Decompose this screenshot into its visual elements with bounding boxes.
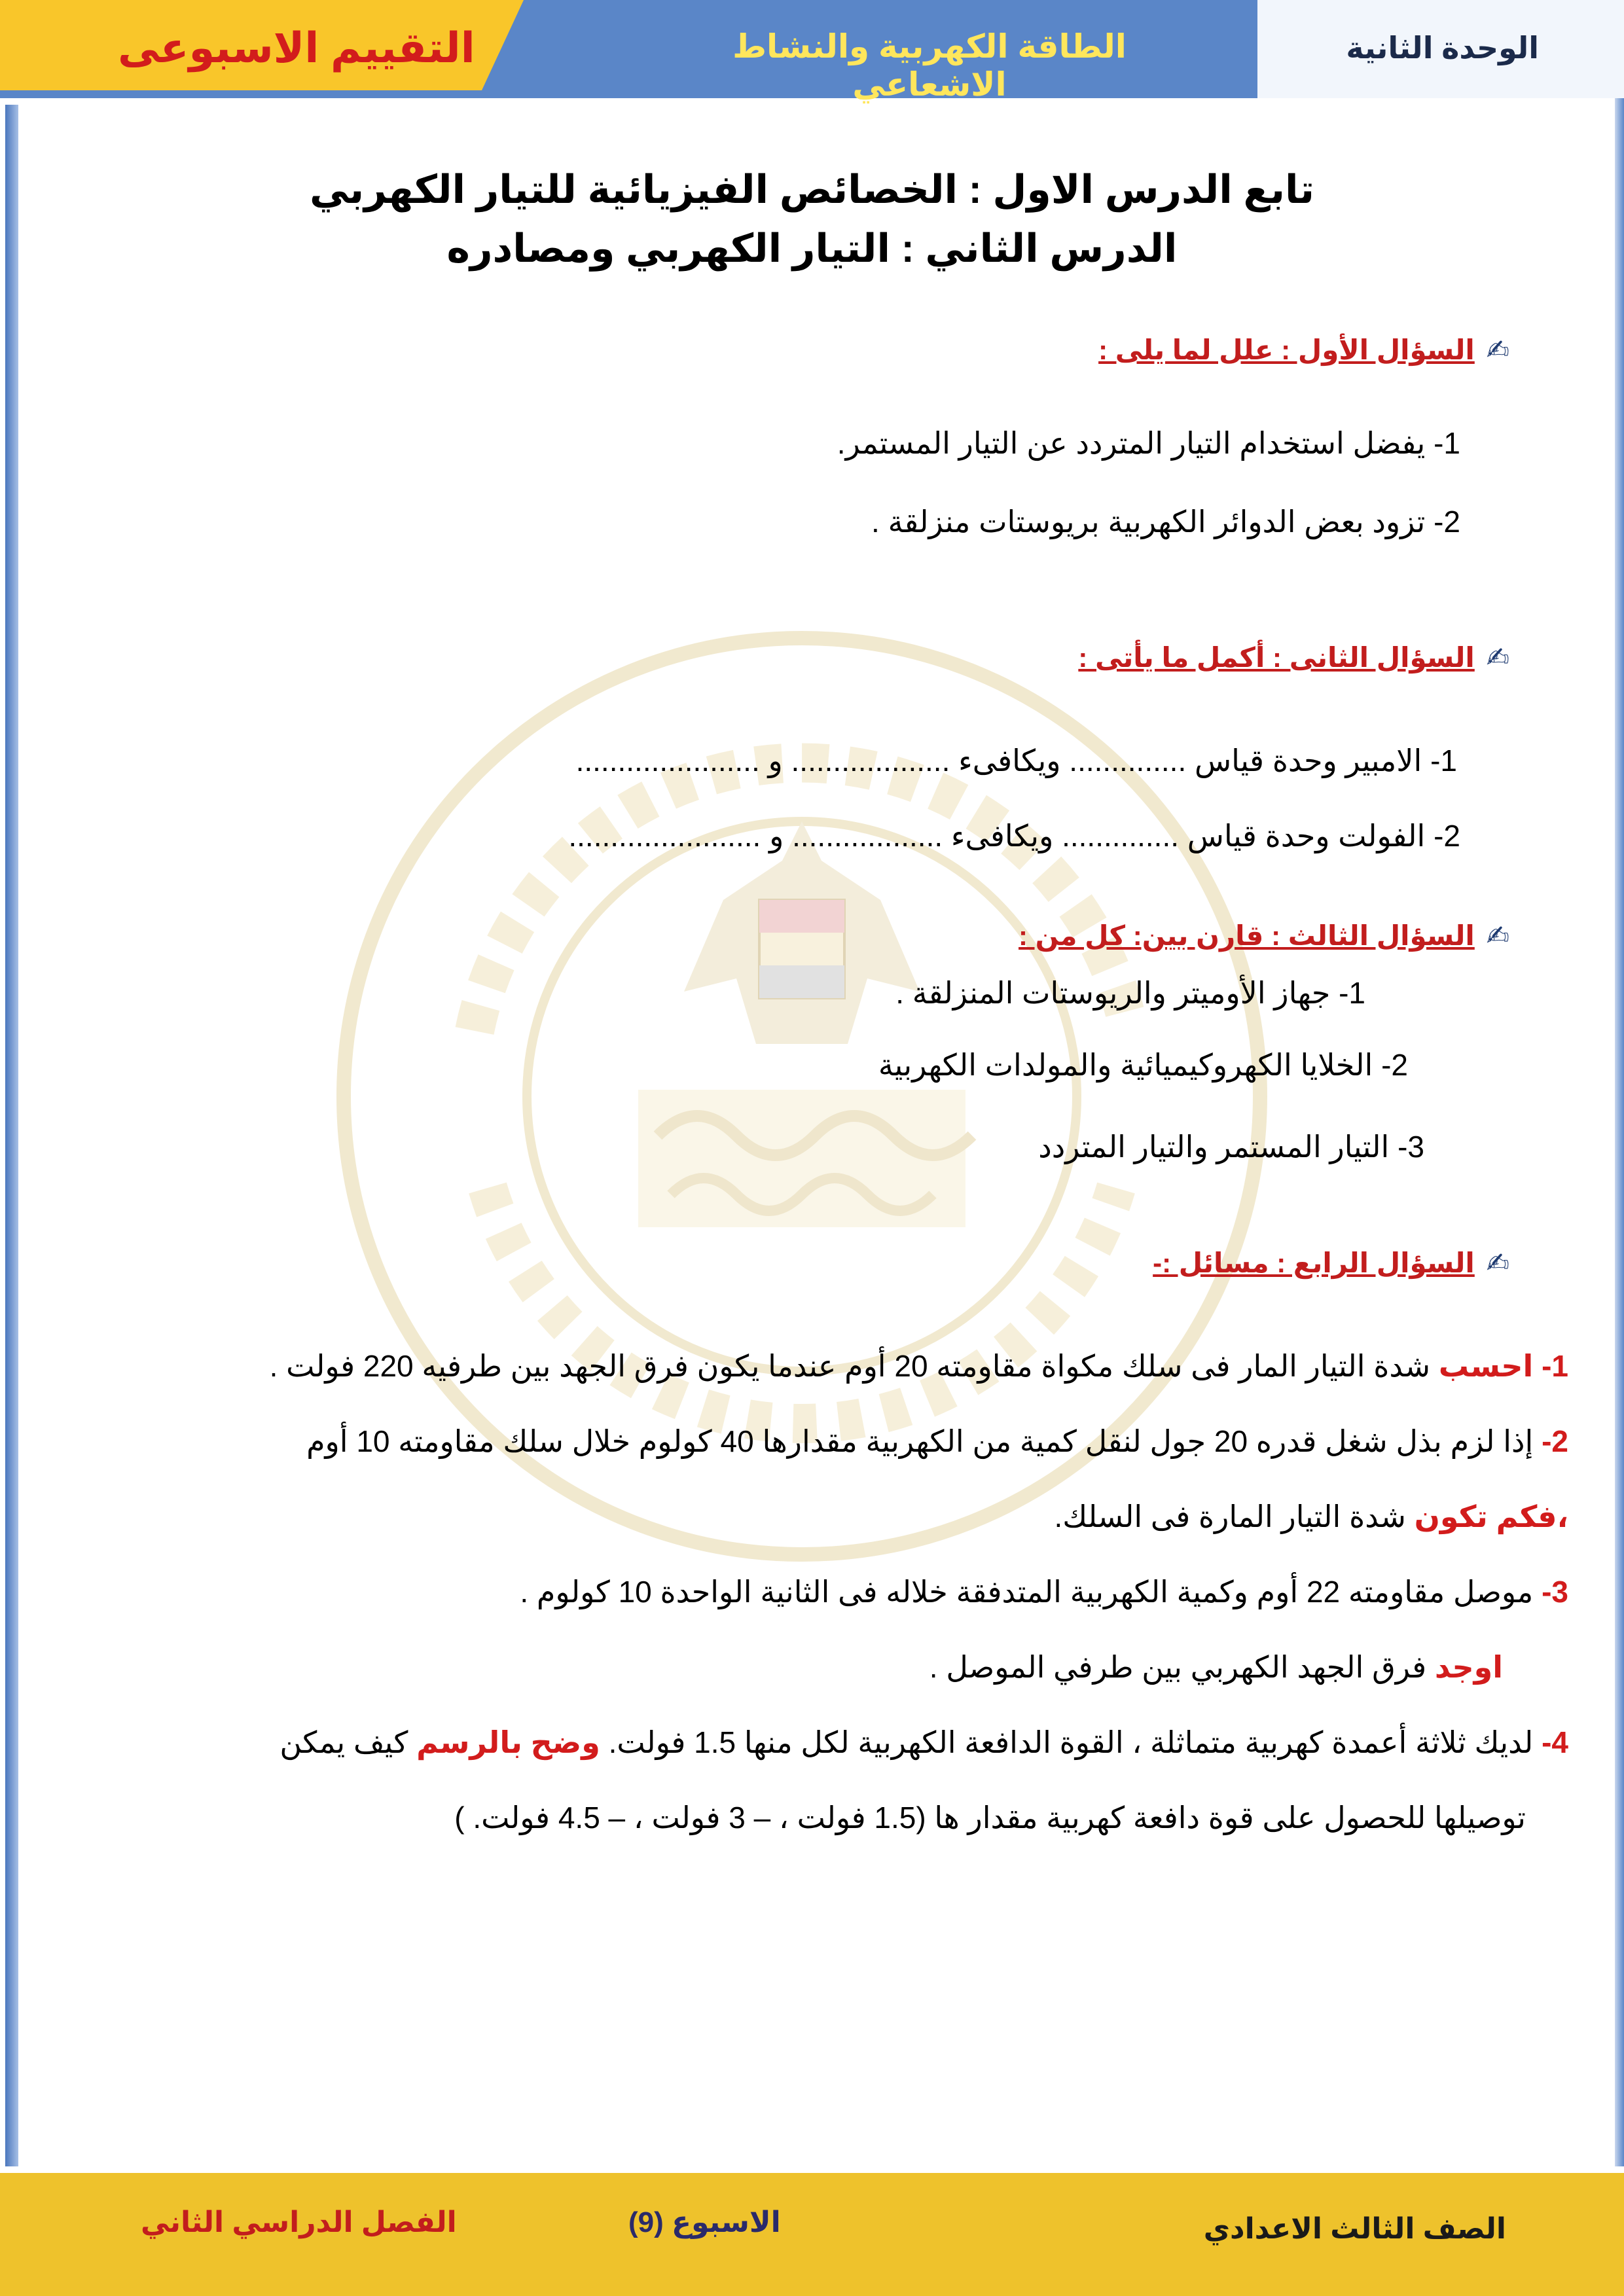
- q3-item-1: 1- جهاز الأوميتر والريوستات المنزلقة .: [895, 976, 1365, 1010]
- q4-problem-3-cont: اوجد فرق الجهد الكهربي بين طرفي الموصل .: [929, 1650, 1503, 1684]
- lesson-title-continued: تابع الدرس الاول : الخصائص الفيزيائية للتيار الكهربي: [309, 168, 1315, 211]
- header-topic: الطاقة الكهربية والنشاط الاشعاعي: [732, 28, 1127, 103]
- q4-problem-4: 4- لديك ثلاثة أعمدة كهربية متماثلة ، القوة الدافعة الكهربية لكل منها 1.5 فولت. وضح بالرسم كيف يمكن: [280, 1725, 1568, 1759]
- q1-item-2: 2- تزود بعض الدوائر الكهربية بريوستات منزلقة .: [871, 505, 1460, 539]
- page-frame-right: [1615, 98, 1624, 2166]
- q2-heading: ✍السؤال الثانى : أكمل ما يأتى :: [1078, 642, 1509, 673]
- header-unit: الوحدة الثانية: [1346, 31, 1539, 65]
- q4-problem-2: 2- إذا لزم بذل شغل قدره 20 جول لنقل كمية من الكهربية مقدارها 40 كولوم خلال سلك مقاومته 10 أوم: [306, 1424, 1568, 1458]
- writing-hand-icon: ✍: [1486, 920, 1509, 951]
- page-frame-left: [5, 105, 18, 2166]
- writing-hand-icon: ✍: [1486, 334, 1509, 365]
- footer-term: الفصل الدراسي الثاني: [141, 2206, 457, 2238]
- q3-item-2: 2- الخلايا الكهروكيميائية والمولدات الكهربية: [878, 1048, 1408, 1082]
- footer-week: الاسبوع (9): [628, 2206, 781, 2238]
- writing-hand-icon: ✍: [1486, 1247, 1509, 1278]
- writing-hand-icon: ✍: [1486, 642, 1509, 673]
- q3-item-3: 3- التيار المستمر والتيار المتردد: [1038, 1130, 1424, 1164]
- q4-problem-3: 3- موصل مقاومته 22 أوم وكمية الكهربية المتدفقة خلاله فى الثانية الواحدة 10 كولوم .: [520, 1575, 1568, 1609]
- q4-problem-2-cont: ،فكم تكون شدة التيار المارة فى السلك.: [1054, 1499, 1568, 1534]
- q2-item-2: 2- الفولت وحدة قياس .............. ويكافىء .................. و .......................: [568, 819, 1460, 853]
- footer-grade: الصف الثالث الاعدادي: [1203, 2213, 1506, 2245]
- q2-item-1: 1- الامبير وحدة قياس .............. ويكافىء ................... و ......................: [575, 744, 1457, 778]
- q4-problem-1: 1- احسب شدة التيار المار فى سلك مكواة مقاومته 20 أوم عندما يكون فرق الجهد بين طرفيه 220 فولت .: [269, 1349, 1568, 1383]
- q1-item-1: 1- يفضل استخدام التيار المتردد عن التيار المستمر.: [837, 426, 1460, 460]
- lesson-title-second: الدرس الثاني : التيار الكهربي ومصادره: [446, 226, 1178, 270]
- eagle-emblem-icon: [684, 821, 920, 1044]
- q4-heading: ✍السؤال الرابع : مسائل :-: [1153, 1247, 1509, 1278]
- q1-heading: ✍السؤال الأول : علل لما يلى :: [1098, 334, 1509, 365]
- header-assessment: التقييم الاسبوعى: [118, 24, 475, 71]
- q4-problem-4-cont: توصيلها للحصول على قوة دافعة كهربية مقدار ها (1.5 فولت ، – 3 فولت ، – 4.5 فولت. ): [454, 1801, 1526, 1835]
- q3-heading: ✍السؤال الثالث : قارن بين: كل من :: [1019, 920, 1509, 951]
